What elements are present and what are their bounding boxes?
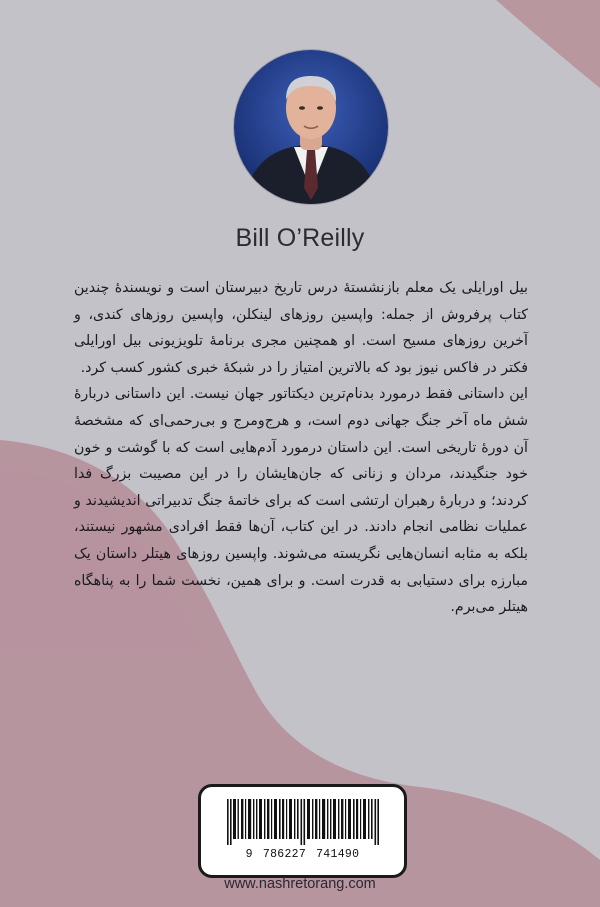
back-cover-description [74,275,528,621]
publisher-website: www.nashretorang.com [224,876,376,892]
author-bio-paragraph: بیل اورایلی یک معلم بازنشستهٔ درس تاریخ دبیرستان است و نویسندهٔ چندین کتاب پرفروش از جمله: واپسین روزهای لینکلن، واپسین روزهای کندی، و آخرین روزهای مسیح است. او همچنین مجری برنامهٔ تلویزیونی بیل اورایلی فکتر در فاکس نیوز بود که بالاترین امتیاز را در شبکهٔ خبری کشور کسب کرد. [74,280,528,376]
isbn-right-group: 741490 [316,848,360,861]
isbn-barcode [198,784,407,878]
isbn-number [201,848,404,861]
isbn-left-group: 786227 [262,848,307,861]
book-summary-paragraph: این داستانی فقط درمورد بدنام‌ترین دیکتاتور جهان نیست. این داستانی دربارهٔ شش ماه آخر جنگ جهانی دوم است، و هرج‌ومرج و بی‌رحمی‌ای که مشخصهٔ آن دورهٔ تاریخی است. این داستان درمورد آدم‌هایی است که با گوشت و خون خود جنگیدند، مردان و زنانی که جان‌هایشان را در این مصیبت بزرگ فدا کردند؛ و دربارهٔ رهبران ارتشی است که برای خاتمهٔ جنگ تدبیراتی اندیشیدند و عملیات نظامی انجام دادند. در این کتاب، آن‌ها فقط افرادی مشهور نیستند، بلکه به مثابه انسان‌هایی نگریسته می‌شوند. واپسین روزهای هیتلر داستان یک مبارزه برای دستیابی به قدرت است. و برای همین، نخست شما را به پناهگاه هیتلر می‌برم. [74,386,528,616]
author-name: Bill O’Reilly [235,224,365,252]
author-portrait [234,50,388,204]
isbn-prefix: 9 [245,848,253,861]
barcode-bars [227,799,379,845]
